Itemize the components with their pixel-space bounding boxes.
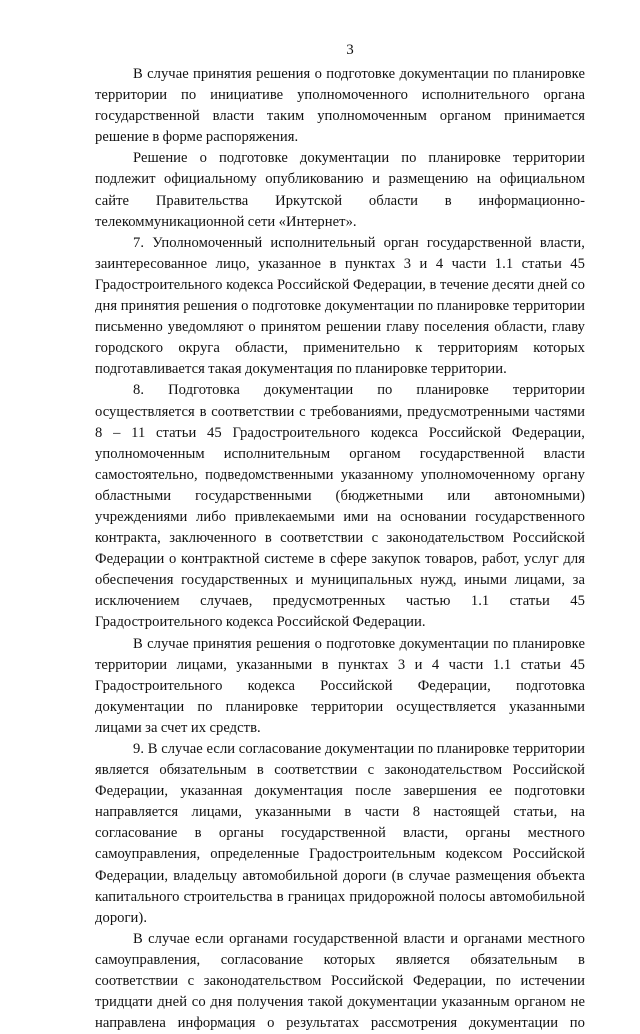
paragraph-item-8: 8. Подготовка документации по планировке территории осуществляется в соответствии с требованиями, предусмотренными частями 8 – 11 статьи 45 Градостроительного кодекса Российской Федерации, уполномоченным исполнительным органом государственной власти самостоятельно, подведомственными указанному уполномоченному органу областными государственными (бюджетными или автономными) учреждениями либо привлекаемыми ими на основании государственного контракта, заключенного в соответствии с законодательством Российской Федерации о контрактной системе в сфере закупок товаров, работ, услуг для обеспечения государственных и муниципальных нужд, иными лицами, за исключением случаев, предусмотренных частью 1.1 статьи 45 Градостроительного кодекса Российской Федерации. <box>95 382 585 631</box>
paragraph-item-7: 7. Уполномоченный исполнительный орган государственной власти, заинтересованное лицо, указанное в пунктах 3 и 4 части 1.1 статьи 45 Градостроительного кодекса Российской Федерации, в течение десяти дней со дня принятия решения о подготовке документации по планировке территории письменно уведомляют о принятом решении главу поселения области, главу городского округа области, применительно к территориям которых подготавливается такая документация по планировке территории. <box>95 234 585 378</box>
paragraph-publication: Решение о подготовке документации по планировке территории подлежит официальному опубликованию и размещению на официальном сайте Правительства Иркутской области в информационно-телекоммуникационной сети «Интернет». <box>95 150 585 230</box>
paragraph-own-funds: В случае принятия решения о подготовке документации по планировке территории лицами, указанными в пунктах 3 и 4 части 1.1 статьи 45 Градостроительного кодекса Российской Федерации, подготовка документации по планировке территории осуществляется указанными лицами за счет их средств. <box>95 635 585 736</box>
paragraph-item-9: 9. В случае если согласование документации по планировке территории является обязательным в соответствии с законодательством Российской Федерации, указанная документация после завершения ее подготовки направляется лицами, указанными в части 8 настоящей статьи, на согласование в органы государственной власти, органы местного самоуправления, определенные Градостроительным кодексом Российской Федерации, владельцу автомобильной дороги (в случае размещения объекта капитального строительства в границах придорожной полосы автомобильной дороги). <box>95 741 585 926</box>
page-number: 3 <box>346 42 354 58</box>
paragraph-approval-deadline: В случае если органами государственной власти и органами местного самоуправления, согласование которых является обязательным в соответствии с законодательством Российской Федерации, по истечении тридцати дней со дня получения такой документации указанным органом не направлена информация о результатах рассмотрения документации по <box>95 930 585 1032</box>
paragraph-decision-order: В случае принятия решения о подготовке документации по планировке территории по инициативе уполномоченного исполнительного органа государственной власти таким уполномоченным органом принимается решение в форме распоряжения. <box>95 66 585 146</box>
